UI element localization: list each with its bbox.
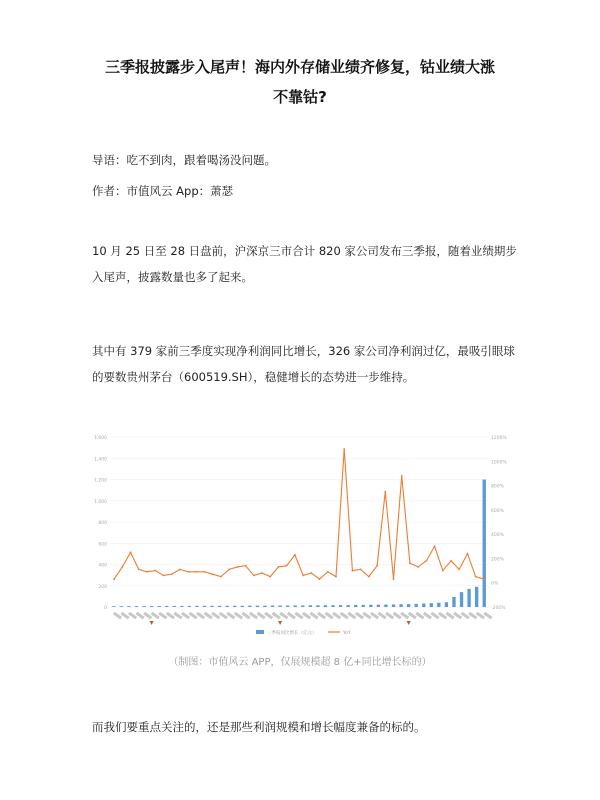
bar	[437, 603, 440, 607]
yoy-point	[352, 570, 354, 572]
x-axis-label-placeholder	[226, 612, 235, 620]
x-axis-label-placeholder	[294, 612, 303, 620]
bar	[271, 606, 274, 607]
title-line-2: 不靠钴?	[273, 88, 327, 106]
x-axis-label-placeholder	[264, 612, 273, 620]
x-axis-label-placeholder	[446, 612, 455, 620]
x-axis-label-placeholder	[143, 612, 152, 620]
legend-line-label: YoY	[343, 631, 351, 636]
x-axis-label-placeholder	[400, 612, 409, 620]
x-axis-label-placeholder	[370, 612, 379, 620]
x-axis-label-placeholder	[430, 612, 439, 620]
x-axis-labels	[113, 612, 493, 625]
bar	[475, 587, 478, 607]
yoy-point	[138, 568, 140, 570]
chart-gridlines	[110, 437, 488, 607]
bar	[241, 606, 244, 607]
x-axis-label-placeholder	[355, 612, 364, 620]
yoy-point	[171, 573, 173, 575]
yoy-point	[319, 578, 321, 580]
bar	[301, 605, 304, 607]
x-axis-label-placeholder	[272, 612, 281, 620]
bar	[399, 604, 402, 607]
yoy-point	[187, 571, 189, 573]
yoy-point	[310, 572, 312, 574]
bar	[354, 605, 357, 607]
bar	[286, 606, 289, 607]
bar	[150, 606, 153, 607]
yoy-point	[204, 571, 206, 573]
highlight-marker-icon	[150, 621, 154, 625]
bar	[339, 605, 342, 607]
y-left-tick-label: 200	[98, 584, 107, 590]
yoy-point	[236, 566, 238, 568]
y-right-tick-label: 800%	[491, 484, 504, 490]
x-axis-label-placeholder	[408, 612, 417, 620]
y-left-tick-label: 0	[104, 606, 107, 611]
author-text: 作者：市值风云 App：萧瑟	[92, 184, 234, 198]
x-axis-label-placeholder	[189, 612, 198, 620]
line-series	[113, 448, 485, 580]
bar	[157, 606, 160, 607]
yoy-point	[483, 578, 485, 580]
combo-chart	[88, 427, 512, 637]
yoy-point	[368, 576, 370, 578]
x-axis-label-placeholder	[279, 612, 288, 620]
chart-caption: （制图：市值风云 APP，仅展规模超 8 亿+同比增长标的）	[168, 657, 432, 668]
bar	[316, 605, 319, 607]
bar	[460, 592, 463, 607]
bar	[173, 606, 176, 607]
yoy-point	[335, 576, 337, 578]
x-axis-label-placeholder	[287, 612, 296, 620]
yoy-point	[278, 566, 280, 568]
y-axis-left	[94, 435, 107, 611]
x-axis-label-placeholder	[309, 612, 318, 620]
y-right-tick-label: 1200%	[491, 436, 507, 441]
x-axis-label-placeholder	[362, 612, 371, 620]
x-axis-label-placeholder	[120, 612, 129, 620]
bar	[331, 605, 334, 607]
y-right-tick-label: 200%	[491, 557, 504, 563]
highlight-marker-icon	[407, 621, 411, 625]
bar	[384, 605, 387, 607]
x-axis-label-placeholder	[461, 612, 470, 620]
yoy-point	[269, 576, 271, 578]
yoy-point	[212, 573, 214, 575]
bar	[256, 606, 259, 607]
x-axis-label-placeholder	[423, 612, 432, 620]
chart-legend	[256, 629, 351, 636]
x-axis-label-placeholder	[204, 612, 213, 620]
yoy-point	[458, 568, 460, 570]
yoy-point	[376, 565, 378, 567]
yoy-point	[327, 571, 329, 573]
yoy-point	[302, 575, 304, 577]
x-axis-label-placeholder	[347, 612, 356, 620]
yoy-point	[343, 448, 345, 450]
x-axis-label-placeholder	[257, 612, 266, 620]
x-axis-label-placeholder	[325, 612, 334, 620]
bar	[430, 603, 433, 607]
x-axis-label-placeholder	[302, 612, 311, 620]
x-axis-label-placeholder	[453, 612, 462, 620]
yoy-point	[121, 566, 123, 568]
yoy-line	[114, 449, 484, 579]
legend-bars-label: 三季报同比增长（亿元）	[267, 631, 317, 636]
yoy-point	[434, 545, 436, 547]
y-left-tick-label: 800	[98, 521, 107, 526]
y-left-tick-label: 600	[98, 542, 107, 548]
paragraph-2: 其中有 379 家前三季度实现净利润同比增长，326 家公司净利润过亿，最吸引眼球的要数贵州茅台（600519.SH），稳健增长的态势进一步维持。	[92, 344, 515, 384]
y-axis-right	[491, 435, 507, 611]
article-title	[80, 52, 520, 112]
bar	[392, 604, 395, 607]
yoy-point	[154, 570, 156, 572]
x-axis-label-placeholder	[136, 612, 145, 620]
y-right-tick-label: 600%	[491, 508, 504, 514]
yoy-point	[442, 570, 444, 572]
yoy-point	[393, 578, 395, 580]
bar	[369, 605, 372, 607]
y-left-tick-label: 400	[98, 563, 107, 569]
x-axis-label-placeholder	[113, 612, 122, 620]
yoy-point	[245, 565, 247, 567]
bar	[127, 606, 130, 607]
yoy-point	[220, 576, 222, 578]
x-axis-label-placeholder	[393, 612, 402, 620]
bar	[195, 606, 198, 607]
bar	[407, 604, 410, 607]
bar	[180, 606, 183, 607]
highlight-marker-icon	[278, 621, 282, 625]
bar	[188, 606, 191, 607]
x-axis-label-placeholder	[211, 612, 220, 620]
x-axis-label-placeholder	[340, 612, 349, 620]
bar	[135, 606, 138, 607]
bar	[324, 605, 327, 607]
bar	[248, 606, 251, 607]
x-axis-label-placeholder	[476, 612, 485, 620]
legend-bars-swatch	[256, 630, 264, 634]
y-right-tick-label: -200%	[491, 606, 506, 611]
intro-text: 导语：吃不到肉，跟着喝汤没问题。	[92, 153, 276, 167]
x-axis-label-placeholder	[415, 612, 424, 620]
x-axis-label-placeholder	[332, 612, 341, 620]
yoy-point	[384, 491, 386, 493]
y-right-tick-label: 400%	[491, 533, 504, 539]
bar	[452, 597, 455, 607]
x-axis-label-placeholder	[378, 612, 387, 620]
yoy-point	[425, 560, 427, 562]
bar	[210, 606, 213, 607]
y-right-tick-label: 1000%	[491, 460, 507, 466]
yoy-point	[228, 568, 230, 570]
x-axis-label-placeholder	[234, 612, 243, 620]
yoy-point	[401, 475, 403, 477]
x-axis-label-placeholder	[151, 612, 160, 620]
bar	[483, 480, 486, 608]
x-axis-label-placeholder	[385, 612, 394, 620]
x-axis-label-placeholder	[128, 612, 137, 620]
yoy-point	[163, 575, 165, 577]
y-right-tick-label: 0%	[491, 581, 499, 587]
yoy-point	[417, 566, 419, 568]
x-axis-label-placeholder	[196, 612, 205, 620]
x-axis-label-placeholder	[241, 612, 250, 620]
yoy-point	[261, 572, 263, 574]
yoy-point	[286, 565, 288, 567]
bar	[415, 604, 418, 607]
bar	[142, 606, 145, 607]
x-axis-label-placeholder	[438, 612, 447, 620]
x-axis-label-placeholder	[483, 612, 492, 620]
title-line-1: 三季报披露步入尾声！海内外存储业绩齐修复，钴业绩大涨	[104, 58, 495, 76]
yoy-point	[253, 575, 255, 577]
yoy-point	[467, 553, 469, 555]
x-axis-label-placeholder	[317, 612, 326, 620]
yoy-point	[179, 568, 181, 570]
bar	[263, 606, 266, 607]
yoy-point	[195, 571, 197, 573]
bar	[346, 605, 349, 607]
x-axis-label-placeholder	[219, 612, 228, 620]
paragraph-3: 而我们要重点关注的，还是那些利润规模和增长幅度兼备的标的。	[92, 720, 426, 734]
x-axis-label-placeholder	[468, 612, 477, 620]
bar	[309, 605, 312, 607]
x-axis-label-placeholder	[181, 612, 190, 620]
bar	[422, 603, 425, 607]
x-axis-label-placeholder	[173, 612, 182, 620]
yoy-point	[130, 551, 132, 553]
x-axis-label-placeholder	[158, 612, 167, 620]
bar	[120, 606, 123, 607]
x-axis-label-placeholder	[249, 612, 258, 620]
yoy-point	[409, 562, 411, 564]
bar	[218, 606, 221, 607]
bar	[294, 605, 297, 607]
bar	[467, 589, 470, 607]
bar	[377, 605, 380, 607]
yoy-point	[450, 560, 452, 562]
bar	[362, 605, 365, 607]
y-left-tick-label: 1,200	[94, 478, 107, 484]
yoy-point	[146, 571, 148, 573]
yoy-point	[113, 578, 115, 580]
bar	[233, 606, 236, 607]
yoy-point	[294, 554, 296, 556]
yoy-point	[475, 576, 477, 578]
yoy-point	[360, 568, 362, 570]
bar	[445, 602, 448, 607]
bar	[203, 606, 206, 607]
bar	[278, 606, 281, 607]
paragraph-1: 10 月 25 日至 28 日盘前，沪深京三市合计 820 家公司发布三季报，随着业绩期步入尾声，披露数量也多了起来。	[92, 244, 517, 284]
y-left-tick-label: 1,400	[94, 457, 107, 463]
bar	[165, 606, 168, 607]
y-left-tick-label: 1,000	[94, 499, 107, 505]
bar	[112, 606, 115, 607]
y-left-tick-label: 1,600	[94, 436, 107, 441]
bar	[226, 606, 229, 607]
x-axis-label-placeholder	[166, 612, 175, 620]
